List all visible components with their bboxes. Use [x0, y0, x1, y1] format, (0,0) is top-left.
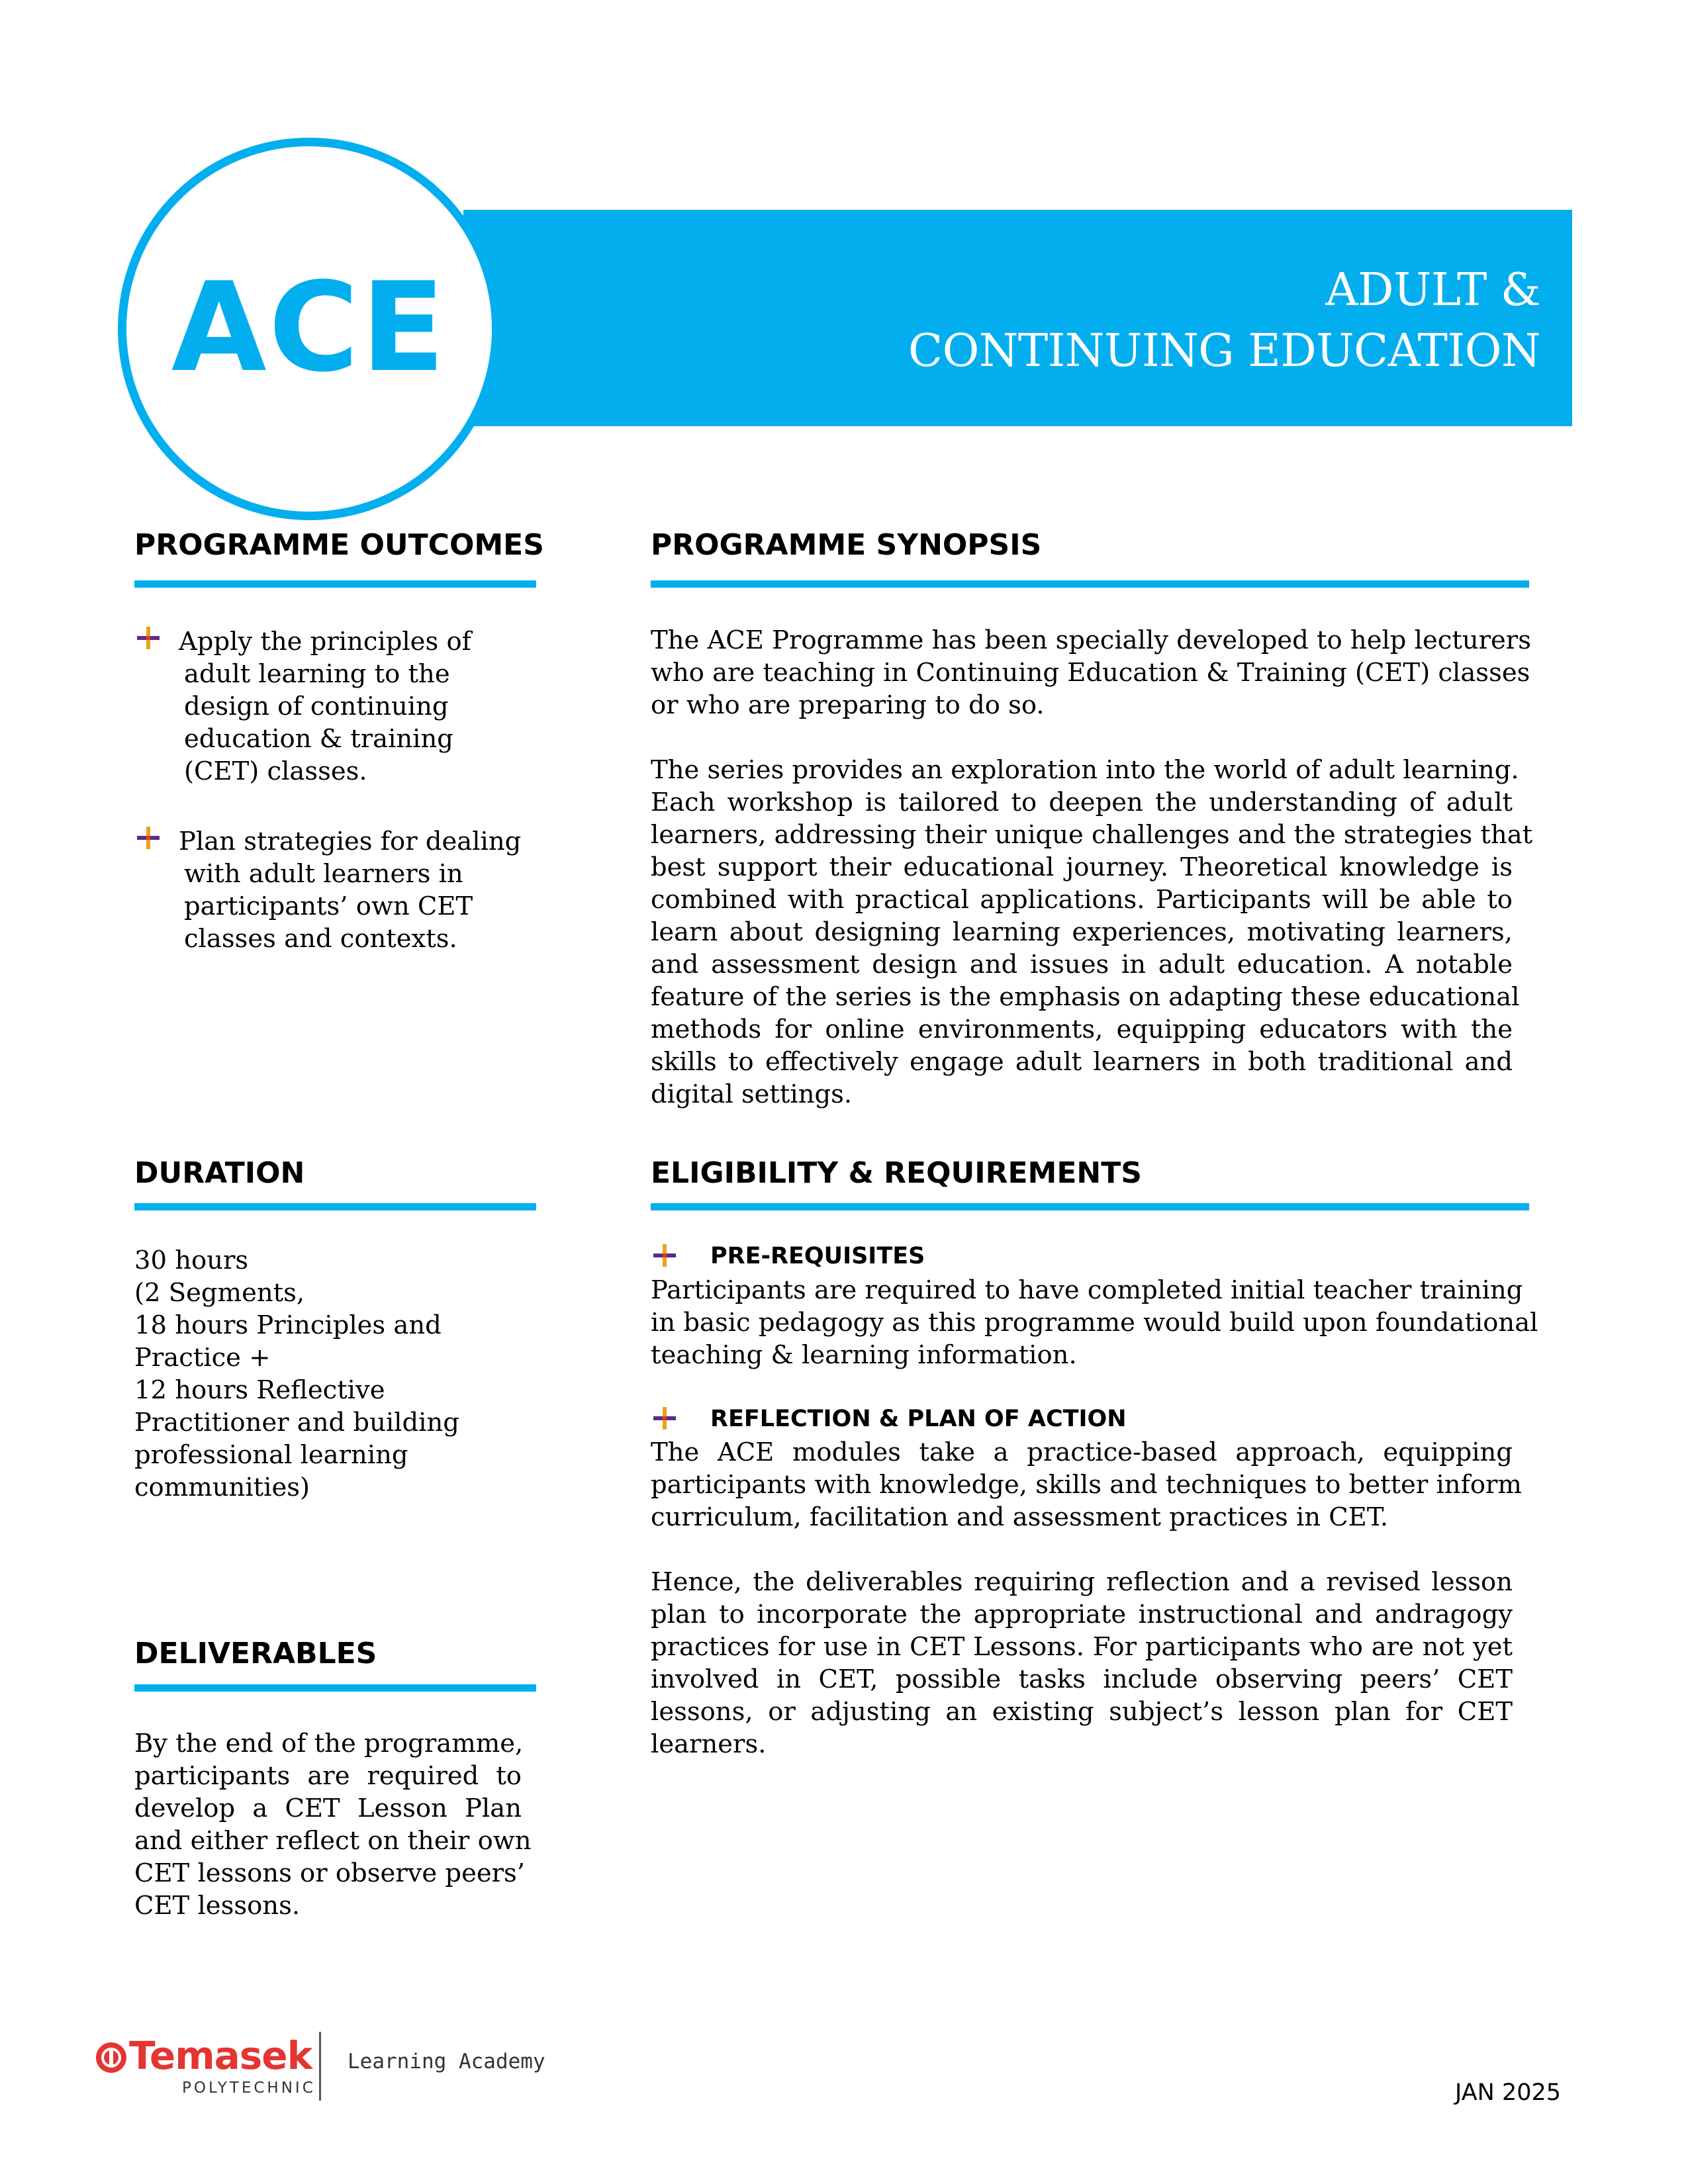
duration-line: Practice + [134, 1343, 271, 1373]
synopsis-line: digital settings. [651, 1079, 853, 1109]
logo-subtitle: POLYTECHNIC [182, 2079, 316, 2097]
reflection-heading: REFLECTION & PLAN OF ACTION [710, 1406, 1127, 1432]
synopsis-line: Each workshop is tailored to deepen the understanding of adult [651, 788, 1513, 817]
synopsis-line: feature of the series is the emphasis on adapting these educational [651, 982, 1520, 1012]
deliverables-line: By the end of the programme, [134, 1729, 524, 1758]
outcome-bullet-1 [134, 624, 162, 655]
duration-line: communities) [134, 1473, 310, 1502]
prereq-line: teaching & learning information. [651, 1340, 1077, 1370]
synopsis-paragraph-1 [651, 624, 1531, 721]
prereq-line: Participants are required to have completed initial teacher training [651, 1275, 1523, 1305]
deliverables-rule [134, 1684, 536, 1692]
deliverables-text [134, 1727, 532, 1922]
hence-text [651, 1566, 1513, 1760]
duration-line: professional learning [134, 1440, 408, 1470]
prereq-bullet [651, 1242, 679, 1272]
hence-line: involved in CET, possible tasks include observing peers’ CET [651, 1664, 1513, 1694]
deliverables-line: CET lessons or observe peers’ [134, 1858, 526, 1888]
synopsis-line: The series provides an exploration into the world of adult learning. [651, 755, 1519, 785]
outcome-item-1 [179, 625, 471, 788]
hence-line: learners. [651, 1729, 767, 1759]
duration-line: 30 hours [134, 1246, 249, 1275]
synopsis-line: learners, addressing their unique challenges and the strategies that [651, 820, 1533, 850]
deliverables-title: DELIVERABLES [134, 1637, 377, 1670]
deliverables-line: CET lessons. [134, 1891, 301, 1921]
synopsis-line: methods for online environments, equipping educators with the [651, 1015, 1513, 1044]
reflection-line: curriculum, facilitation and assessment practices in CET. [651, 1502, 1389, 1532]
plus-cross-bullet-icon [651, 1404, 679, 1432]
outcome-item-2 [179, 825, 521, 955]
plus-cross-bullet-icon [134, 824, 162, 852]
synopsis-paragraph-2 [651, 754, 1533, 1111]
footer-divider [319, 2032, 321, 2101]
prereq-text [651, 1274, 1538, 1371]
duration-line: Practitioner and building [134, 1408, 459, 1437]
synopsis-line: combined with practical applications. Participants will be able to [651, 885, 1513, 915]
plus-cross-bullet-icon [134, 624, 162, 652]
header-title-line2: CONTINUING EDUCATION [908, 325, 1540, 377]
deliverables-line: develop a CET Lesson Plan [134, 1794, 522, 1823]
synopsis-title: PROGRAMME SYNOPSIS [651, 528, 1042, 562]
header-banner [463, 210, 1572, 426]
header-title-line1: ADULT & [1325, 264, 1540, 316]
outcome-1-line: education & training [184, 724, 453, 754]
reflection-line: The ACE modules take a practice-based approach, equipping [651, 1437, 1513, 1467]
synopsis-line: The ACE Programme has been specially developed to help lecturers [651, 625, 1531, 655]
outcome-2-line: participants’ own CET [184, 891, 473, 921]
duration-line: 18 hours Principles and [134, 1310, 442, 1340]
outcome-bullet-2 [134, 824, 162, 854]
synopsis-line: and assessment design and issues in adult education. A notable [651, 950, 1513, 979]
duration-rule [134, 1203, 536, 1210]
outcome-1-line: (CET) classes. [184, 756, 367, 786]
duration-title: DURATION [134, 1156, 305, 1190]
duration-line: (2 Segments, [134, 1278, 305, 1308]
synopsis-line: best support their educational journey. Theoretical knowledge is [651, 852, 1513, 882]
eligibility-title: ELIGIBILITY & REQUIREMENTS [651, 1156, 1142, 1190]
outcomes-title: PROGRAMME OUTCOMES [134, 528, 544, 562]
outcome-1-line: Apply the principles of [179, 627, 471, 657]
eligibility-rule [651, 1203, 1529, 1210]
footer-date: JAN 2025 [1455, 2079, 1562, 2106]
synopsis-line: who are teaching in Continuing Education & Training (CET) classes [651, 658, 1530, 688]
outcome-1-line: adult learning to the [184, 659, 450, 689]
outcome-1-line: design of continuing [184, 692, 449, 721]
reflection-text [651, 1436, 1522, 1533]
synopsis-line: skills to effectively engage adult learners in both traditional and [651, 1047, 1513, 1077]
prereq-heading: PRE-REQUISITES [710, 1243, 925, 1269]
deliverables-line: participants are required to [134, 1761, 522, 1791]
ace-logo-circle [118, 138, 500, 520]
hence-line: practices for use in CET Lessons. For participants who are not yet [651, 1632, 1513, 1662]
outcomes-rule [134, 580, 536, 588]
synopsis-rule [651, 580, 1529, 588]
hence-line: lessons, or adjusting an existing subject’s lesson plan for CET [651, 1697, 1513, 1727]
learning-academy-label: Learning Academy [348, 2050, 545, 2073]
synopsis-line: or who are preparing to do so. [651, 690, 1045, 720]
ace-logo-text: ACE [171, 255, 447, 399]
logo-name: Temasek [129, 2033, 312, 2078]
deliverables-line: and either reflect on their own [134, 1826, 532, 1856]
hence-line: plan to incorporate the appropriate instructional and andragogy [651, 1600, 1513, 1629]
duration-line: 12 hours Reflective [134, 1375, 385, 1405]
reflection-line: participants with knowledge, skills and techniques to better inform [651, 1470, 1522, 1500]
outcome-2-line: with adult learners in [184, 859, 463, 889]
outcome-2-line: classes and contexts. [184, 924, 457, 954]
plus-cross-bullet-icon [651, 1242, 679, 1269]
hence-line: Hence, the deliverables requiring reflection and a revised lesson [651, 1567, 1513, 1597]
prereq-line: in basic pedagogy as this programme would build upon foundational [651, 1308, 1538, 1338]
synopsis-line: learn about designing learning experiences, motivating learners, [651, 917, 1513, 947]
temasek-emblem-icon [95, 2041, 128, 2074]
duration-text [134, 1244, 459, 1504]
reflection-bullet [651, 1404, 679, 1435]
outcome-2-line: Plan strategies for dealing [179, 827, 522, 856]
